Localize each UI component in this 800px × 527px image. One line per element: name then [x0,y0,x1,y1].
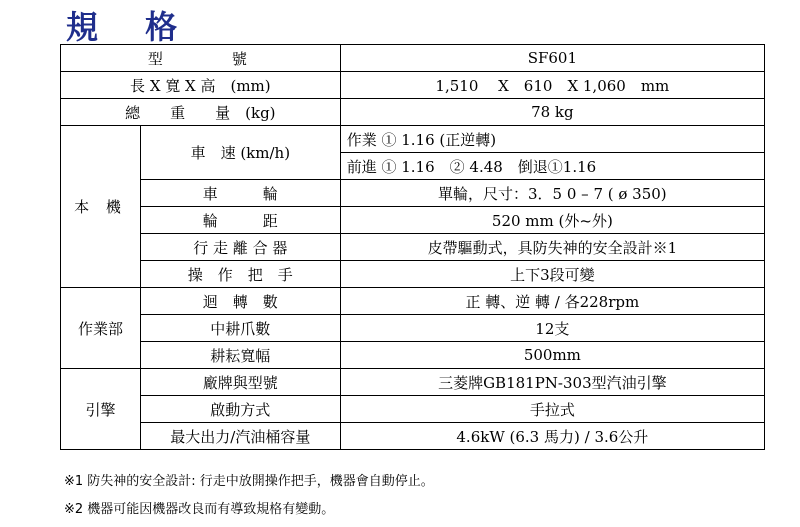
footnotes [64,468,434,524]
track-label: 輪 距 [140,207,340,234]
rotation-label: 迴 轉 數 [140,288,340,315]
table-row [61,369,765,396]
dimensions-label: 長 X 寬 X 高 (mm) [61,72,341,99]
start-method-label: 啟動方式 [140,396,340,423]
footnote-1: ※1 防失神的安全設計: 行走中放開操作把手，機器會自動停止。 [64,474,434,489]
table-row [61,288,765,315]
work-group-label: 作業部 [61,288,141,369]
max-output-value: 4.6kW (6.3 馬力) / 3.6公升 [340,423,764,450]
weight-value: 78 kg [340,99,764,126]
table-row [61,45,765,72]
dimensions-value: 1,510 X 610 X 1,060 mm [340,72,764,99]
model-value: SF601 [340,45,764,72]
table-row [61,207,765,234]
wheel-label: 車 輪 [140,180,340,207]
speed-value-forward: 前進 ① 1.16 ② 4.48 倒退①1.16 [340,153,764,180]
table-row [61,342,765,369]
max-output-label: 最大出力/汽油桶容量 [140,423,340,450]
table-row [61,234,765,261]
footnote-2: ※2 機器可能因機器改良而有導致規格有變動。 [64,502,335,517]
table-row [61,99,765,126]
clutch-value: 皮帶驅動式，具防失神的安全設計※1 [340,234,764,261]
table-row [61,396,765,423]
engine-model-label: 廠牌與型號 [140,369,340,396]
tilling-width-value: 500mm [340,342,764,369]
tilling-width-label: 耕耘寬幅 [140,342,340,369]
main-group-label: 本 機 [61,126,141,288]
table-row [61,126,765,153]
table-row [61,423,765,450]
speed-label: 車 速 (km/h) [140,126,340,180]
start-method-value: 手拉式 [340,396,764,423]
table-row [61,315,765,342]
track-value: 520 mm (外~外) [340,207,764,234]
spec-table [60,44,765,450]
tines-value: 12支 [340,315,764,342]
tines-label: 中耕爪數 [140,315,340,342]
speed-value-work: 作業 ① 1.16 (正逆轉) [340,126,764,153]
engine-group-label: 引擎 [61,369,141,450]
wheel-value: 單輪，尺寸：3．5 0 – 7 ( ø 350) [340,180,764,207]
weight-label: 總 重 量 (kg) [61,99,341,126]
engine-model-value: 三菱牌GB181PN-303型汽油引擎 [340,369,764,396]
table-row [61,261,765,288]
handle-value: 上下3段可變 [340,261,764,288]
rotation-value: 正 轉、逆 轉 / 各228rpm [340,288,764,315]
page-title: 規 格 [66,8,196,46]
handle-label: 操 作 把 手 [140,261,340,288]
clutch-label: 行 走 離 合 器 [140,234,340,261]
model-label: 型 號 [61,45,341,72]
table-row [61,180,765,207]
table-row [61,72,765,99]
